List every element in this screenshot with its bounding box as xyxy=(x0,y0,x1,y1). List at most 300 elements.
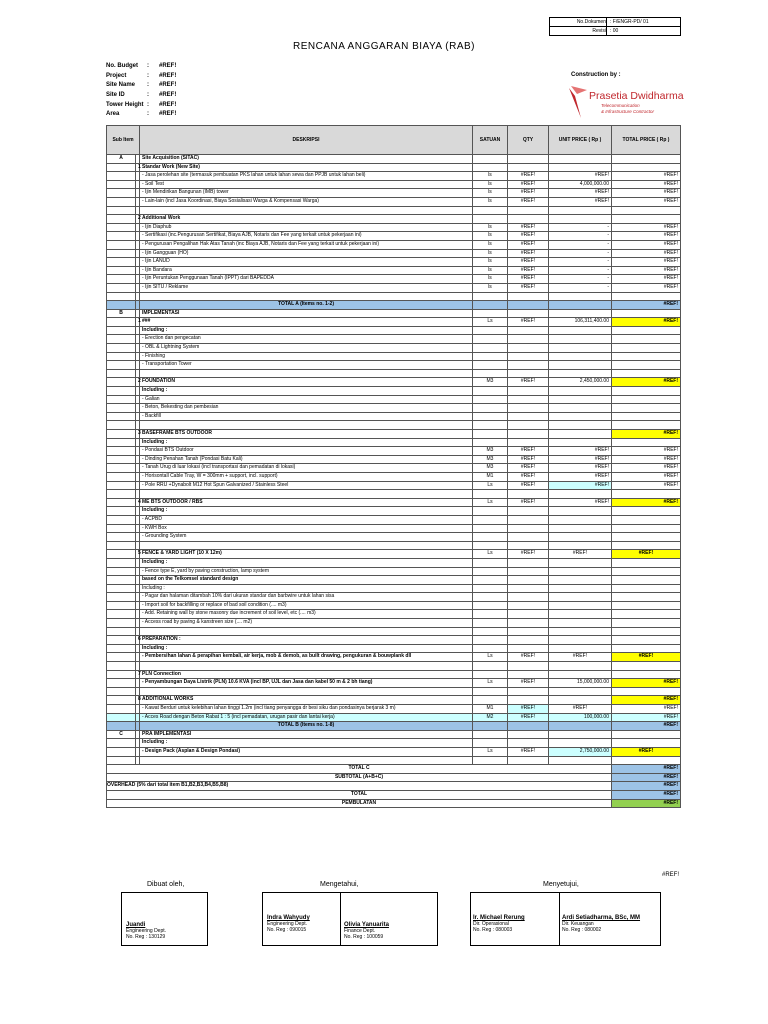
table-row xyxy=(107,472,681,481)
description-cell: - Ijin SITU / Reklame xyxy=(140,283,473,292)
qty-cell xyxy=(508,421,549,430)
sub-item-cell xyxy=(107,275,136,284)
qty-cell xyxy=(508,610,549,619)
unit-price-cell: #REF! xyxy=(549,197,612,206)
table-row xyxy=(107,258,681,267)
description-cell: FOUNDATION xyxy=(140,378,473,387)
total-price-cell xyxy=(612,541,681,550)
table-row xyxy=(107,155,681,164)
description-cell: - Ijin Bandara xyxy=(140,266,473,275)
unit-cell xyxy=(473,601,508,610)
unit-cell: M3 xyxy=(473,447,508,456)
total-price-cell xyxy=(612,369,681,378)
unit-cell: Ls xyxy=(473,481,508,490)
description-cell: - Pengurusan Pengalihan Hak Atas Tanah (inc Biaya AJB, Notaris dan Fee yang terkait untuk pekerjaan ini) xyxy=(140,240,473,249)
unit-cell xyxy=(473,515,508,524)
unit-price-cell xyxy=(549,387,612,396)
qty-cell: #REF! xyxy=(508,713,549,722)
description-cell: - Pagar dan halaman ditambah 10% dari ukuran standar dan barbwire untuk lahan sisa xyxy=(140,593,473,602)
table-row xyxy=(107,601,681,610)
total-price-cell: #REF! xyxy=(612,189,681,198)
unit-price-cell: 106,311,400.00 xyxy=(549,318,612,327)
unit-price-cell xyxy=(549,490,612,499)
sub-item-cell xyxy=(107,567,136,576)
unit-price-cell xyxy=(549,619,612,628)
qty-cell xyxy=(508,335,549,344)
doc-number-value: : F/ENGR-PD/ 01 xyxy=(610,19,649,25)
unit-price-cell xyxy=(549,335,612,344)
sub-item-cell xyxy=(107,180,136,189)
unit-cell xyxy=(473,567,508,576)
unit-cell: ls xyxy=(473,275,508,284)
qty-cell xyxy=(508,301,549,310)
sub-item-cell xyxy=(107,756,136,765)
description-cell xyxy=(140,369,473,378)
unit-cell xyxy=(473,730,508,739)
table-row xyxy=(107,172,681,181)
logo-tagline-1: Telecommunication xyxy=(601,103,640,108)
sub-item-cell xyxy=(107,438,136,447)
qty-cell xyxy=(508,593,549,602)
table-row xyxy=(107,524,681,533)
unit-cell xyxy=(473,430,508,439)
description-cell: TOTAL A (Items no. 1-2) xyxy=(140,301,473,310)
unit-cell: ls xyxy=(473,240,508,249)
total-price-cell xyxy=(612,155,681,164)
sub-item-cell xyxy=(107,627,136,636)
qty-cell: #REF! xyxy=(508,240,549,249)
unit-cell: ls xyxy=(473,197,508,206)
qty-cell xyxy=(508,739,549,748)
unit-cell: M1 xyxy=(473,705,508,714)
qty-cell xyxy=(508,490,549,499)
table-row xyxy=(107,696,681,705)
signer-ardi-reg: No. Reg : 080002 xyxy=(562,927,602,933)
meta-colon: : xyxy=(147,92,149,99)
logo-tagline-2: & Infrastructure Contractor xyxy=(601,109,655,114)
qty-cell xyxy=(508,541,549,550)
description-cell xyxy=(140,292,473,301)
total-price-cell: #REF! xyxy=(612,498,681,507)
total-price-cell: #REF! xyxy=(612,318,681,327)
total-price-cell xyxy=(612,404,681,413)
table-row xyxy=(107,326,681,335)
sub-item-cell xyxy=(107,662,136,671)
sub-item-cell xyxy=(107,670,136,679)
unit-cell xyxy=(473,627,508,636)
description-cell: Standar Work (New Site) xyxy=(140,163,473,172)
description-cell: - Add. Retaining wall by stone masonry due increment of soil level, etc (.... m3) xyxy=(140,610,473,619)
unit-cell xyxy=(473,524,508,533)
description-cell: - Ijin Diaphub xyxy=(140,223,473,232)
description-cell: - Galian xyxy=(140,395,473,404)
description-cell: - ACPBD xyxy=(140,515,473,524)
sub-item-cell xyxy=(107,387,136,396)
meta-value: #REF! xyxy=(159,101,177,108)
total-price-cell xyxy=(612,352,681,361)
unit-price-cell xyxy=(549,163,612,172)
description-cell: - Lain-lain (incl Jasa Koordinasi, Biaya Sosialisasi Warga & Kompensasi Warga) xyxy=(140,197,473,206)
description-cell: - Design Pack (Asplan & Design Pondasi) xyxy=(140,747,473,756)
unit-cell xyxy=(473,361,508,370)
description-cell: FENCE & YARD LIGHT (10 X 12m) xyxy=(140,550,473,559)
table-row xyxy=(107,412,681,421)
unit-price-cell xyxy=(549,756,612,765)
qty-cell: #REF! xyxy=(508,197,549,206)
unit-price-cell xyxy=(549,301,612,310)
sub-item-cell xyxy=(107,232,136,241)
sub-item-cell xyxy=(107,739,136,748)
item-number-cell: 3 xyxy=(136,430,140,439)
unit-price-cell: - xyxy=(549,258,612,267)
unit-cell: ls xyxy=(473,283,508,292)
description-cell: - Grounding System xyxy=(140,533,473,542)
total-price-cell: #REF! xyxy=(612,430,681,439)
table-row xyxy=(107,438,681,447)
qty-cell: #REF! xyxy=(508,464,549,473)
budget-table-container xyxy=(106,125,680,808)
unit-cell: Ls xyxy=(473,318,508,327)
total-price-cell xyxy=(612,387,681,396)
summary-label: OVERHEAD (5% dari total item B1,B2,B3,B4,B5,B8) xyxy=(107,782,612,791)
unit-price-cell xyxy=(549,567,612,576)
sub-item-cell xyxy=(107,498,136,507)
unit-price-cell: - xyxy=(549,223,612,232)
signer-olivia-reg: No. Reg : 100059 xyxy=(344,934,384,940)
signature-box-acknowledged xyxy=(262,892,438,946)
sub-item-cell xyxy=(107,369,136,378)
sub-item-cell xyxy=(107,644,136,653)
sub-item-cell xyxy=(107,378,136,387)
sub-item-cell xyxy=(107,515,136,524)
qty-cell: #REF! xyxy=(508,498,549,507)
table-row xyxy=(107,627,681,636)
summary-label: PEMBULATAN xyxy=(107,799,612,808)
qty-cell xyxy=(508,515,549,524)
qty-cell xyxy=(508,567,549,576)
table-row xyxy=(107,447,681,456)
sub-item-cell xyxy=(107,524,136,533)
qty-cell: #REF! xyxy=(508,705,549,714)
unit-price-cell xyxy=(549,696,612,705)
header-unit-price: UNIT PRICE ( Rp ) xyxy=(549,126,612,155)
sub-item-cell xyxy=(107,344,136,353)
description-cell: Site Acquisition (SITAC) xyxy=(140,155,473,164)
sub-item-cell xyxy=(107,215,136,224)
meta-label: Tower Height xyxy=(106,101,144,108)
qty-cell xyxy=(508,601,549,610)
signature-box-made-by xyxy=(121,892,208,946)
unit-price-cell: #REF! xyxy=(549,550,612,559)
meta-row xyxy=(106,110,176,120)
unit-cell xyxy=(473,696,508,705)
total-price-cell xyxy=(612,739,681,748)
description-cell: Including : xyxy=(140,438,473,447)
table-row xyxy=(107,662,681,671)
sub-item-cell xyxy=(107,197,136,206)
total-price-cell: #REF! xyxy=(612,249,681,258)
total-price-cell: #REF! xyxy=(612,713,681,722)
summary-row xyxy=(107,790,681,799)
qty-cell: #REF! xyxy=(508,189,549,198)
unit-cell: ls xyxy=(473,258,508,267)
sub-item-cell xyxy=(107,558,136,567)
total-price-cell: #REF! xyxy=(612,722,681,731)
total-price-cell: #REF! xyxy=(612,679,681,688)
table-row xyxy=(107,387,681,396)
qty-cell xyxy=(508,636,549,645)
unit-cell xyxy=(473,344,508,353)
description-cell: PREPARATION : xyxy=(140,636,473,645)
unit-price-cell xyxy=(549,361,612,370)
sub-item-cell xyxy=(107,705,136,714)
total-price-cell: #REF! xyxy=(612,696,681,705)
table-row xyxy=(107,215,681,224)
meta-colon: : xyxy=(147,111,149,118)
unit-price-cell xyxy=(549,558,612,567)
sub-item-cell xyxy=(107,283,136,292)
unit-cell: M3 xyxy=(473,455,508,464)
unit-price-cell xyxy=(549,687,612,696)
total-price-cell xyxy=(612,309,681,318)
description-cell: ADDITIONAL WORKS xyxy=(140,696,473,705)
summary-label: TOTAL xyxy=(107,790,612,799)
unit-price-cell: 15,000,000.00 xyxy=(549,679,612,688)
total-price-cell: #REF! xyxy=(612,550,681,559)
total-price-cell: #REF! xyxy=(612,378,681,387)
meta-row xyxy=(106,91,176,101)
unit-cell xyxy=(473,533,508,542)
table-row xyxy=(107,747,681,756)
qty-cell xyxy=(508,533,549,542)
unit-cell: Ls xyxy=(473,653,508,662)
unit-cell xyxy=(473,619,508,628)
total-price-cell: #REF! xyxy=(612,447,681,456)
item-number-cell: 1 xyxy=(136,318,140,327)
unit-price-cell xyxy=(549,584,612,593)
qty-cell xyxy=(508,584,549,593)
sub-item-cell xyxy=(107,335,136,344)
total-price-cell xyxy=(612,361,681,370)
header-satuan: SATUAN xyxy=(473,126,508,155)
unit-price-cell: #REF! xyxy=(549,481,612,490)
total-price-cell xyxy=(612,438,681,447)
description-cell: - Horisontall Cable Tray, W = 300mm + support, incl. support) xyxy=(140,472,473,481)
table-row xyxy=(107,309,681,318)
unit-cell xyxy=(473,369,508,378)
total-price-cell: #REF! xyxy=(612,653,681,662)
unit-cell xyxy=(473,155,508,164)
table-row xyxy=(107,335,681,344)
signature-divider xyxy=(340,893,341,945)
unit-price-cell xyxy=(549,515,612,524)
description-cell xyxy=(140,662,473,671)
description-cell: Including : xyxy=(140,584,473,593)
item-number-cell: 4 xyxy=(136,498,140,507)
description-cell: - Pondasi BTS Outdoor xyxy=(140,447,473,456)
unit-price-cell xyxy=(549,155,612,164)
signature-divider xyxy=(559,893,560,945)
description-cell xyxy=(140,687,473,696)
item-number-cell: 2 xyxy=(136,215,140,224)
summary-value: #REF! xyxy=(612,773,681,782)
header-qty: QTY xyxy=(508,126,549,155)
construction-by-label: Construction by : xyxy=(571,72,621,78)
qty-cell: #REF! xyxy=(508,180,549,189)
signer-michael-reg: No. Reg : 080003 xyxy=(473,927,513,933)
sub-item-cell xyxy=(107,352,136,361)
table-row xyxy=(107,644,681,653)
unit-cell: Ls xyxy=(473,498,508,507)
summary-row xyxy=(107,765,681,774)
qty-cell xyxy=(508,619,549,628)
unit-cell xyxy=(473,610,508,619)
unit-cell xyxy=(473,438,508,447)
unit-cell xyxy=(473,670,508,679)
revision-value: : 00 xyxy=(610,28,619,34)
table-row xyxy=(107,266,681,275)
table-row xyxy=(107,421,681,430)
unit-price-cell: - xyxy=(549,275,612,284)
header-sub-item: Sub Item xyxy=(107,126,140,155)
unit-cell: ls xyxy=(473,232,508,241)
table-row xyxy=(107,404,681,413)
table-row xyxy=(107,163,681,172)
summary-value: #REF! xyxy=(612,790,681,799)
total-price-cell xyxy=(612,533,681,542)
revision-label: Revisi xyxy=(550,27,607,35)
description-cell: - Ijin Peruntukan Penggunaan Tanah (IPPT) dari BAPEDDA xyxy=(140,275,473,284)
table-row xyxy=(107,722,681,731)
description-cell: - Kawat Berduri untuk kelebihan lahan tinggi 1.2m (incl tiang penyangga dr besi siku dan pondasinya berjarak 3 m) xyxy=(140,705,473,714)
signer-olivia-dept: Finance Dept. xyxy=(344,928,376,934)
qty-cell xyxy=(508,558,549,567)
item-number-cell: 8 xyxy=(136,696,140,705)
description-cell: - Soil Test xyxy=(140,180,473,189)
unit-price-cell xyxy=(549,739,612,748)
total-price-cell xyxy=(612,344,681,353)
total-price-cell xyxy=(612,421,681,430)
unit-price-cell xyxy=(549,507,612,516)
table-row xyxy=(107,576,681,585)
table-row xyxy=(107,515,681,524)
unit-cell xyxy=(473,387,508,396)
sub-item-cell xyxy=(107,292,136,301)
sub-item-cell xyxy=(107,430,136,439)
summary-value: #REF! xyxy=(612,799,681,808)
sub-item-cell xyxy=(107,472,136,481)
sub-item-cell xyxy=(107,421,136,430)
qty-cell: #REF! xyxy=(508,172,549,181)
unit-price-cell: - xyxy=(549,232,612,241)
total-price-cell xyxy=(612,730,681,739)
sub-item-cell xyxy=(107,223,136,232)
table-row xyxy=(107,679,681,688)
item-number-cell: 5 xyxy=(136,550,140,559)
description-cell: - KWH Box xyxy=(140,524,473,533)
unit-cell: ls xyxy=(473,223,508,232)
table-row xyxy=(107,180,681,189)
unit-price-cell: 2,750,000.00 xyxy=(549,747,612,756)
sub-item-cell xyxy=(107,464,136,473)
total-price-cell: #REF! xyxy=(612,258,681,267)
item-number-cell: 7 xyxy=(136,670,140,679)
table-row xyxy=(107,206,681,215)
description-cell: based on the Telkomsel standard design xyxy=(140,576,473,585)
company-logo-icon xyxy=(567,84,684,120)
signer-juandi-name: Juandi xyxy=(126,922,146,928)
qty-cell xyxy=(508,206,549,215)
table-row xyxy=(107,584,681,593)
table-row xyxy=(107,464,681,473)
total-price-cell: #REF! xyxy=(612,180,681,189)
description-cell: - OBL & Lightning System xyxy=(140,344,473,353)
unit-cell xyxy=(473,739,508,748)
unit-price-cell xyxy=(549,326,612,335)
total-price-cell: #REF! xyxy=(612,223,681,232)
meta-label: Site ID xyxy=(106,92,125,99)
description-cell: - Jasa perolehan site (termasuk pembuatan PKS lahan untuk lahan sewa dan PPJB untuk lahan beli) xyxy=(140,172,473,181)
qty-cell: #REF! xyxy=(508,232,549,241)
description-cell: - Ijin Mendirikan Bangunan (IMB) tower xyxy=(140,189,473,198)
meta-row xyxy=(106,81,176,91)
unit-cell: M2 xyxy=(473,713,508,722)
signer-juandi-dept: Engineering Dept. xyxy=(126,928,167,934)
qty-cell xyxy=(508,215,549,224)
unit-cell xyxy=(473,395,508,404)
unit-price-cell: #REF! xyxy=(549,172,612,181)
sub-item-cell xyxy=(107,361,136,370)
unit-cell: ls xyxy=(473,180,508,189)
sub-item-cell xyxy=(107,687,136,696)
meta-colon: : xyxy=(147,63,149,69)
total-price-cell: #REF! xyxy=(612,747,681,756)
sub-item-cell xyxy=(107,163,136,172)
table-row xyxy=(107,275,681,284)
description-cell: Including : xyxy=(140,644,473,653)
total-price-cell xyxy=(612,395,681,404)
summary-label: TOTAL C xyxy=(107,765,612,774)
summary-row xyxy=(107,773,681,782)
signer-indra-name: Indra Wahyudy xyxy=(267,915,310,921)
description-cell: - Beton, Bekesting dan pembesian xyxy=(140,404,473,413)
sub-item-cell xyxy=(107,412,136,421)
table-row xyxy=(107,670,681,679)
total-price-cell: #REF! xyxy=(612,481,681,490)
meta-label: Project xyxy=(106,72,127,79)
item-number-cell: 2 xyxy=(136,378,140,387)
document-info-box xyxy=(549,17,681,36)
table-row xyxy=(107,369,681,378)
qty-cell xyxy=(508,756,549,765)
total-price-cell: #REF! xyxy=(612,472,681,481)
qty-cell xyxy=(508,309,549,318)
qty-cell: #REF! xyxy=(508,472,549,481)
item-number-cell: 1 xyxy=(136,163,140,172)
unit-price-cell xyxy=(549,421,612,430)
unit-cell: M1 xyxy=(473,472,508,481)
description-cell xyxy=(140,206,473,215)
unit-price-cell: 100,000.00 xyxy=(549,713,612,722)
total-price-cell xyxy=(612,670,681,679)
unit-cell xyxy=(473,352,508,361)
qty-cell: #REF! xyxy=(508,447,549,456)
description-cell: ### xyxy=(140,318,473,327)
table-row xyxy=(107,283,681,292)
unit-cell xyxy=(473,593,508,602)
total-price-cell: #REF! xyxy=(612,266,681,275)
unit-price-cell xyxy=(549,644,612,653)
